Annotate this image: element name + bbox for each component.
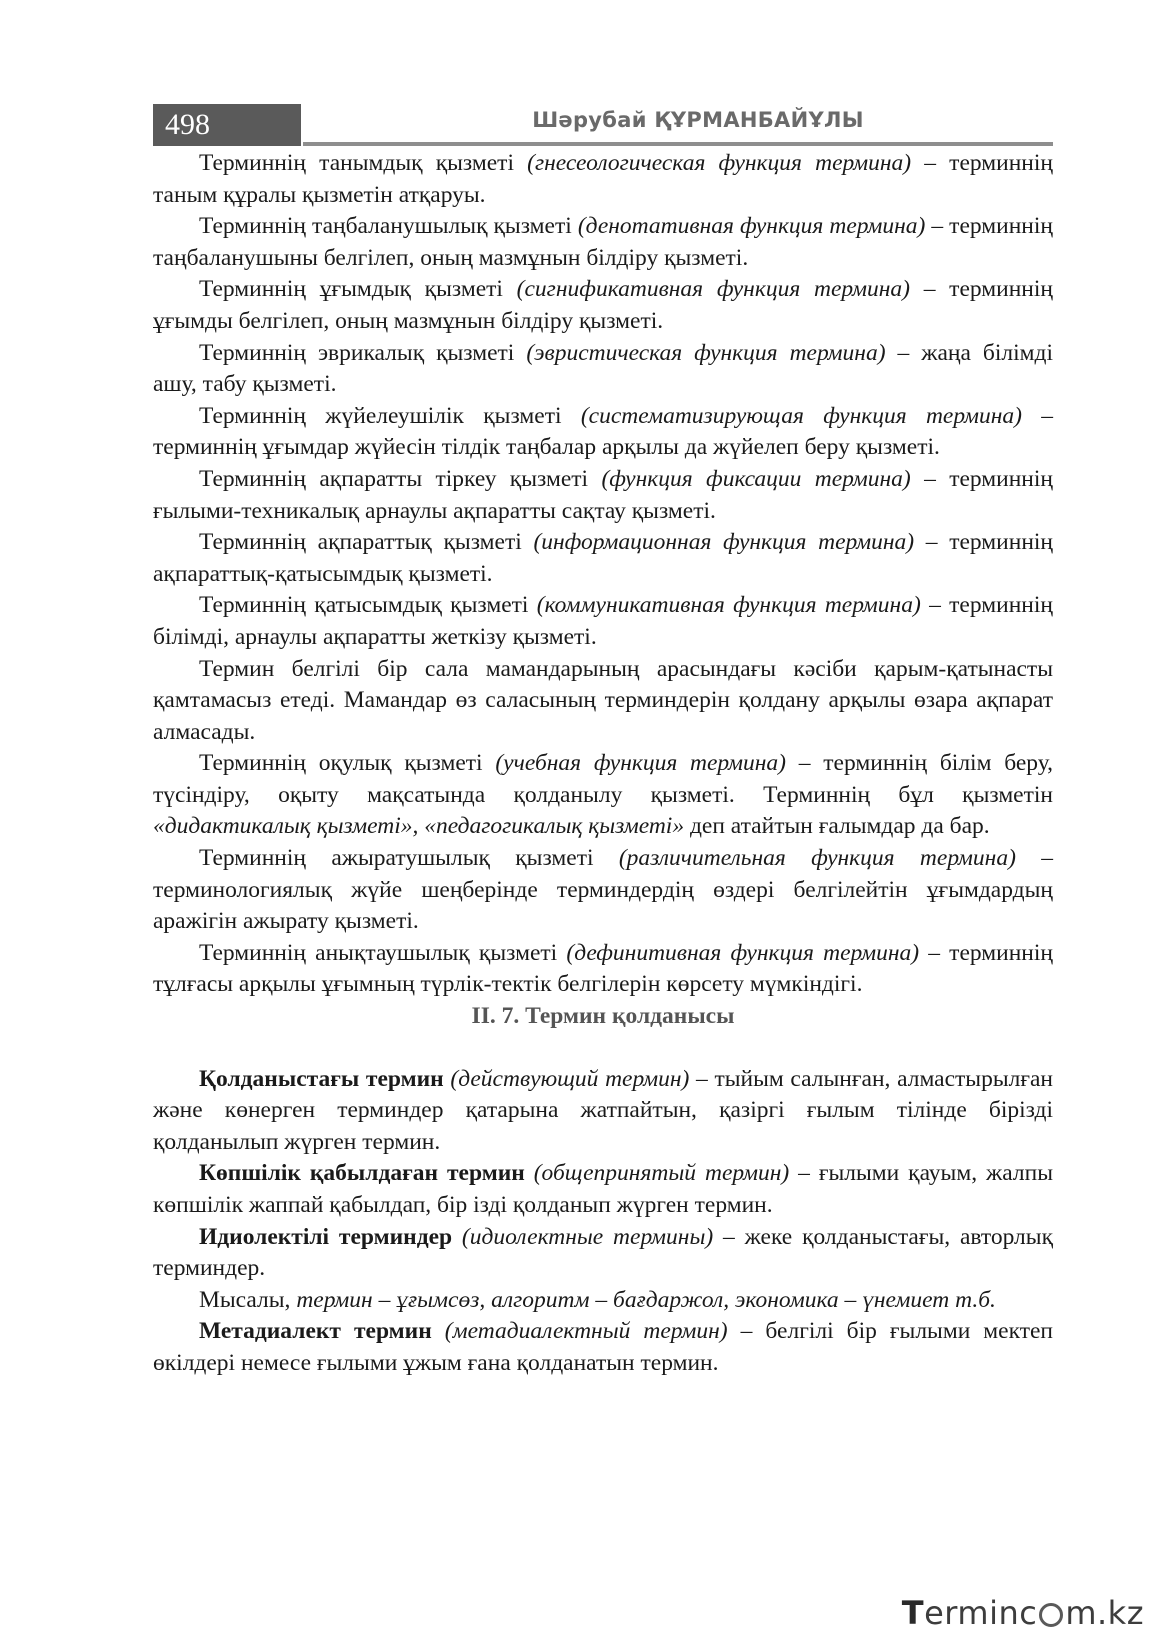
paragraph-10: Терминнің оқулық қызметі (учебная функция термина) – терминнің білім беру, түсіндіру, оқыту мақсатында қолданылу қызметі. Терминнің бұл қызметін «дидактикалық қызметі», «педагогикалық қызметі» деп атайтын ғалымдар да бар. bbox=[153, 750, 1054, 840]
paragraph-2: Терминнің таңбаланушылық қызметі (денотативная функция термина) – терминнің таңбаланушыны белгілеп, оның мазмұнын білдіру қызметі. bbox=[153, 213, 1053, 271]
paragraph-9: Термин белгілі бір сала мамандарының арасындағы кәсіби қарым-қатынасты қамтамасыз етеді. Мамандар өз саласының терминдерін қолдану арқылы өзара ақпарат алмасады. bbox=[153, 655, 1053, 745]
term-definition-4: Метадиалект термин (метадиалектный термин) – белгілі бір ғылыми мектеп өкілдері немесе ғылыми ұжым ғана қолданатын термин. bbox=[153, 1318, 1053, 1376]
site-watermark bbox=[902, 1593, 1144, 1633]
paragraph-8: Терминнің қатысымдық қызметі (коммуникативная функция термина) – терминнің білімді, арнаулы ақпаратты жеткізу қызметі. bbox=[153, 592, 1053, 650]
watermark-text-2: m.kz bbox=[1065, 1594, 1144, 1632]
paragraph-6: Терминнің ақпаратты тіркеу қызметі (функция фиксации термина) – терминнің ғылыми-техникалық арнаулы ақпаратты сақтау қызметі. bbox=[153, 465, 1053, 524]
function-list bbox=[153, 148, 1053, 1001]
paragraph-3: Терминнің ұғымдық қызметі (сигнификативная функция термина) – терминнің ұғымды белгілеп, оның мазмұнын білдіру қызметі. bbox=[153, 276, 1053, 334]
watermark-t: T bbox=[901, 1594, 925, 1632]
term-definition-3: Идиолектілі терминдер (идиолектные термины) – жеке қолданыстағы, авторлық терминдер. bbox=[153, 1223, 1053, 1282]
page-header bbox=[153, 104, 1053, 148]
page-body bbox=[153, 148, 1053, 1380]
paragraph-11: Терминнің ажыратушылық қызметі (различительная функция термина) – терминологиялық жүйе шеңберінде терминдердің өздері белгілейтін ұғымдардың аражігін ажырату қызметі. bbox=[153, 845, 1053, 935]
page-number: 498 bbox=[153, 104, 301, 146]
paragraph-12: Терминнің анықтаушылық қызметі (дефинитивная функция термина) – терминнің тұлғасы арқылы ұғымның түрлік-тектік белгілерін көрсету мүмкіндігі. bbox=[153, 939, 1053, 998]
term-list bbox=[153, 1064, 1053, 1380]
paragraph-5: Терминнің жүйелеушілік қызметі (систематизирующая функция термина) – терминнің ұғымдар жүйесін тілдік таңбалар арқылы да жүйелеп беру қызметі. bbox=[153, 402, 1054, 461]
section-title: ІІ. 7. Термин қолданысы bbox=[471, 1003, 735, 1030]
paragraph-7: Терминнің ақпараттық қызметі (информационная функция термина) – терминнің ақпараттық-қатысымдық қызметі. bbox=[153, 529, 1054, 587]
term-definition-2: Көпшілік қабылдаған термин (общепринятый термин) – ғылыми қауым, жалпы көпшілік жаппай қабылдап, бір ізді қолданып жүрген термин. bbox=[153, 1160, 1053, 1218]
example-paragraph: Мысалы, термин – ұғымсөз, алгоритм – бағдаржол, экономика – үнемиет т.б. bbox=[199, 1286, 996, 1313]
header-rule bbox=[303, 142, 1053, 146]
running-title: Шәрубай ҚҰРМАНБАЙҰЛЫ bbox=[532, 108, 864, 132]
watermark-text-1: erminc bbox=[924, 1594, 1038, 1632]
paragraph-1: Терминнің танымдық қызметі (гнесеологическая функция термина) – терминнің таным құралы қызметін атқаруы. bbox=[153, 150, 1053, 208]
term-definition-1: Қолданыстағы термин (действующий термин) – тыйым салынған, алмастырылған және көнерген терминдер қатарына жатпайтын, қазіргі ғылым тілінде бірізді қолданылып жүрген термин. bbox=[153, 1065, 1053, 1155]
watermark-o-icon bbox=[1039, 1603, 1063, 1627]
paragraph-4: Терминнің эврикалық қызметі (эвристическая функция термина) – жаңа білімді ашу, табу қызметі. bbox=[153, 339, 1053, 398]
